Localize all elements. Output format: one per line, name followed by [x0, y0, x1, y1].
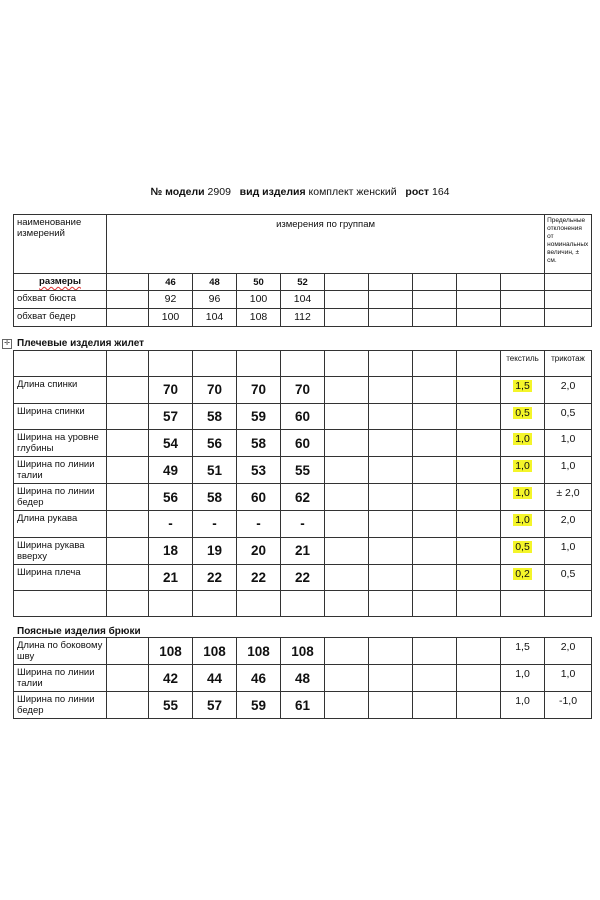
name-header: наименование измерений — [14, 215, 107, 274]
bust-cell: 92 — [149, 291, 193, 309]
measure-cell: 21 — [281, 537, 325, 564]
type-label: вид изделия — [239, 186, 306, 198]
bust-cell: 96 — [193, 291, 237, 309]
row-label: Ширина рукава вверху — [14, 537, 107, 564]
measure-cell: 42 — [149, 665, 193, 692]
row-label: Ширина плеча — [14, 564, 107, 591]
measure-cell: 20 — [237, 537, 281, 564]
measure-cell: 58 — [237, 430, 281, 457]
textile-tolerance: 1,0 — [501, 692, 545, 719]
bust-cell: 104 — [281, 291, 325, 309]
sizes-row-label: размеры — [39, 276, 81, 287]
textile-tolerance: 1,0 — [515, 460, 530, 472]
table-row — [14, 484, 592, 511]
textile-tolerance: 0,5 — [515, 540, 530, 553]
hips-cell: 112 — [281, 309, 325, 327]
table-row — [14, 511, 592, 538]
knit-tolerance: 1,0 — [545, 665, 592, 692]
knit-tolerance: 1,0 — [545, 537, 592, 564]
measure-cell: 60 — [281, 403, 325, 430]
measure-cell: 57 — [193, 692, 237, 719]
row-label: Ширина спинки — [14, 403, 107, 430]
measure-cell: - — [193, 511, 237, 538]
measure-cell: 108 — [237, 638, 281, 665]
model-label: № модели — [150, 186, 205, 198]
textile-tolerance: 0,2 — [515, 567, 530, 580]
measure-cell: 108 — [281, 638, 325, 665]
measure-cell: 19 — [193, 537, 237, 564]
table-row — [14, 638, 592, 665]
measure-cell: 46 — [237, 665, 281, 692]
bust-row-label: обхват бюста — [14, 291, 107, 309]
table-row — [14, 564, 592, 591]
section-trousers-title: Поясные изделия брюки — [17, 626, 141, 637]
sizes-table — [13, 214, 592, 327]
measure-cell: - — [281, 511, 325, 538]
row-label: Ширина на уровне глубины — [14, 430, 107, 457]
measure-cell: 58 — [193, 484, 237, 511]
vest-table — [13, 350, 592, 617]
table-row — [14, 377, 592, 404]
row-label: Ширина по линии бедер — [14, 484, 107, 511]
textile-tolerance: 1,0 — [501, 665, 545, 692]
textile-tolerance: 1,5 — [515, 380, 530, 392]
measure-cell: 70 — [237, 377, 281, 404]
measure-cell: 55 — [281, 457, 325, 484]
trousers-table — [13, 637, 592, 719]
knit-tolerance: ± 2,0 — [545, 484, 592, 511]
knit-tolerance: 2,0 — [545, 377, 592, 404]
row-label: Ширина по линии талии — [14, 665, 107, 692]
measure-cell: 49 — [149, 457, 193, 484]
table-row — [14, 692, 592, 719]
textile-tolerance: 0,5 — [515, 406, 530, 419]
row-label: Длина по боковому шву — [14, 638, 107, 665]
measure-cell: 59 — [237, 403, 281, 430]
row-label: Длина рукава — [14, 511, 107, 538]
measure-cell: 56 — [149, 484, 193, 511]
measure-cell: 22 — [193, 564, 237, 591]
type-value: комплект женский — [308, 186, 397, 198]
groups-header: измерения по группам — [107, 215, 545, 274]
measure-cell: 59 — [237, 692, 281, 719]
size-cell: 50 — [237, 274, 281, 291]
measure-cell: 58 — [193, 403, 237, 430]
textile-tolerance: 1,5 — [501, 638, 545, 665]
measure-cell: 54 — [149, 430, 193, 457]
measure-cell: - — [237, 511, 281, 538]
size-cell: 46 — [149, 274, 193, 291]
hips-cell: 108 — [237, 309, 281, 327]
measure-cell: 62 — [281, 484, 325, 511]
knit-tolerance: 0,5 — [545, 564, 592, 591]
row-label: Ширина по линии талии — [14, 457, 107, 484]
measure-cell: 48 — [281, 665, 325, 692]
knit-tolerance: 1,0 — [545, 430, 592, 457]
textile-tolerance: 1,0 — [515, 433, 530, 445]
table-row — [14, 430, 592, 457]
hips-cell: 100 — [149, 309, 193, 327]
textile-tolerance: 1,0 — [515, 487, 530, 499]
size-cell: 48 — [193, 274, 237, 291]
col-knit: трикотаж — [545, 351, 592, 377]
measure-cell: 21 — [149, 564, 193, 591]
model-value: 2909 — [207, 186, 231, 198]
knit-tolerance: -1,0 — [545, 692, 592, 719]
measure-cell: 22 — [237, 564, 281, 591]
knit-tolerance: 0,5 — [545, 403, 592, 430]
measure-cell: 70 — [281, 377, 325, 404]
size-cell: 52 — [281, 274, 325, 291]
section-vest-title: Плечевые изделия жилет — [17, 338, 145, 349]
measure-cell: 18 — [149, 537, 193, 564]
table-row — [14, 403, 592, 430]
measure-cell: 57 — [149, 403, 193, 430]
textile-tolerance: 1,0 — [515, 514, 530, 526]
page-title — [0, 186, 600, 198]
col-textile: текстиль — [501, 351, 545, 377]
measure-cell: 53 — [237, 457, 281, 484]
knit-tolerance: 2,0 — [545, 638, 592, 665]
measure-cell: 60 — [281, 430, 325, 457]
height-label: рост — [405, 186, 430, 198]
measure-cell: - — [149, 511, 193, 538]
measure-cell: 70 — [193, 377, 237, 404]
measure-cell: 108 — [193, 638, 237, 665]
measure-cell: 56 — [193, 430, 237, 457]
knit-tolerance: 2,0 — [545, 511, 592, 538]
table-row — [14, 457, 592, 484]
table-row — [14, 537, 592, 564]
knit-tolerance: 1,0 — [545, 457, 592, 484]
tolerance-header: Предельные отклонения от номинальных величин, ± см. — [545, 215, 592, 274]
measure-cell: 108 — [149, 638, 193, 665]
measure-cell: 55 — [149, 692, 193, 719]
row-label: Ширина по линии бедер — [14, 692, 107, 719]
measure-cell: 22 — [281, 564, 325, 591]
measure-cell: 51 — [193, 457, 237, 484]
row-label: Длина спинки — [14, 377, 107, 404]
move-cross-icon[interactable]: ✛ — [2, 339, 12, 349]
height-value: 164 — [432, 186, 450, 198]
measure-cell: 61 — [281, 692, 325, 719]
measure-cell: 44 — [193, 665, 237, 692]
table-row — [14, 665, 592, 692]
measure-cell: 70 — [149, 377, 193, 404]
hips-cell: 104 — [193, 309, 237, 327]
hips-row-label: обхват бедер — [14, 309, 107, 327]
bust-cell: 100 — [237, 291, 281, 309]
measure-cell: 60 — [237, 484, 281, 511]
